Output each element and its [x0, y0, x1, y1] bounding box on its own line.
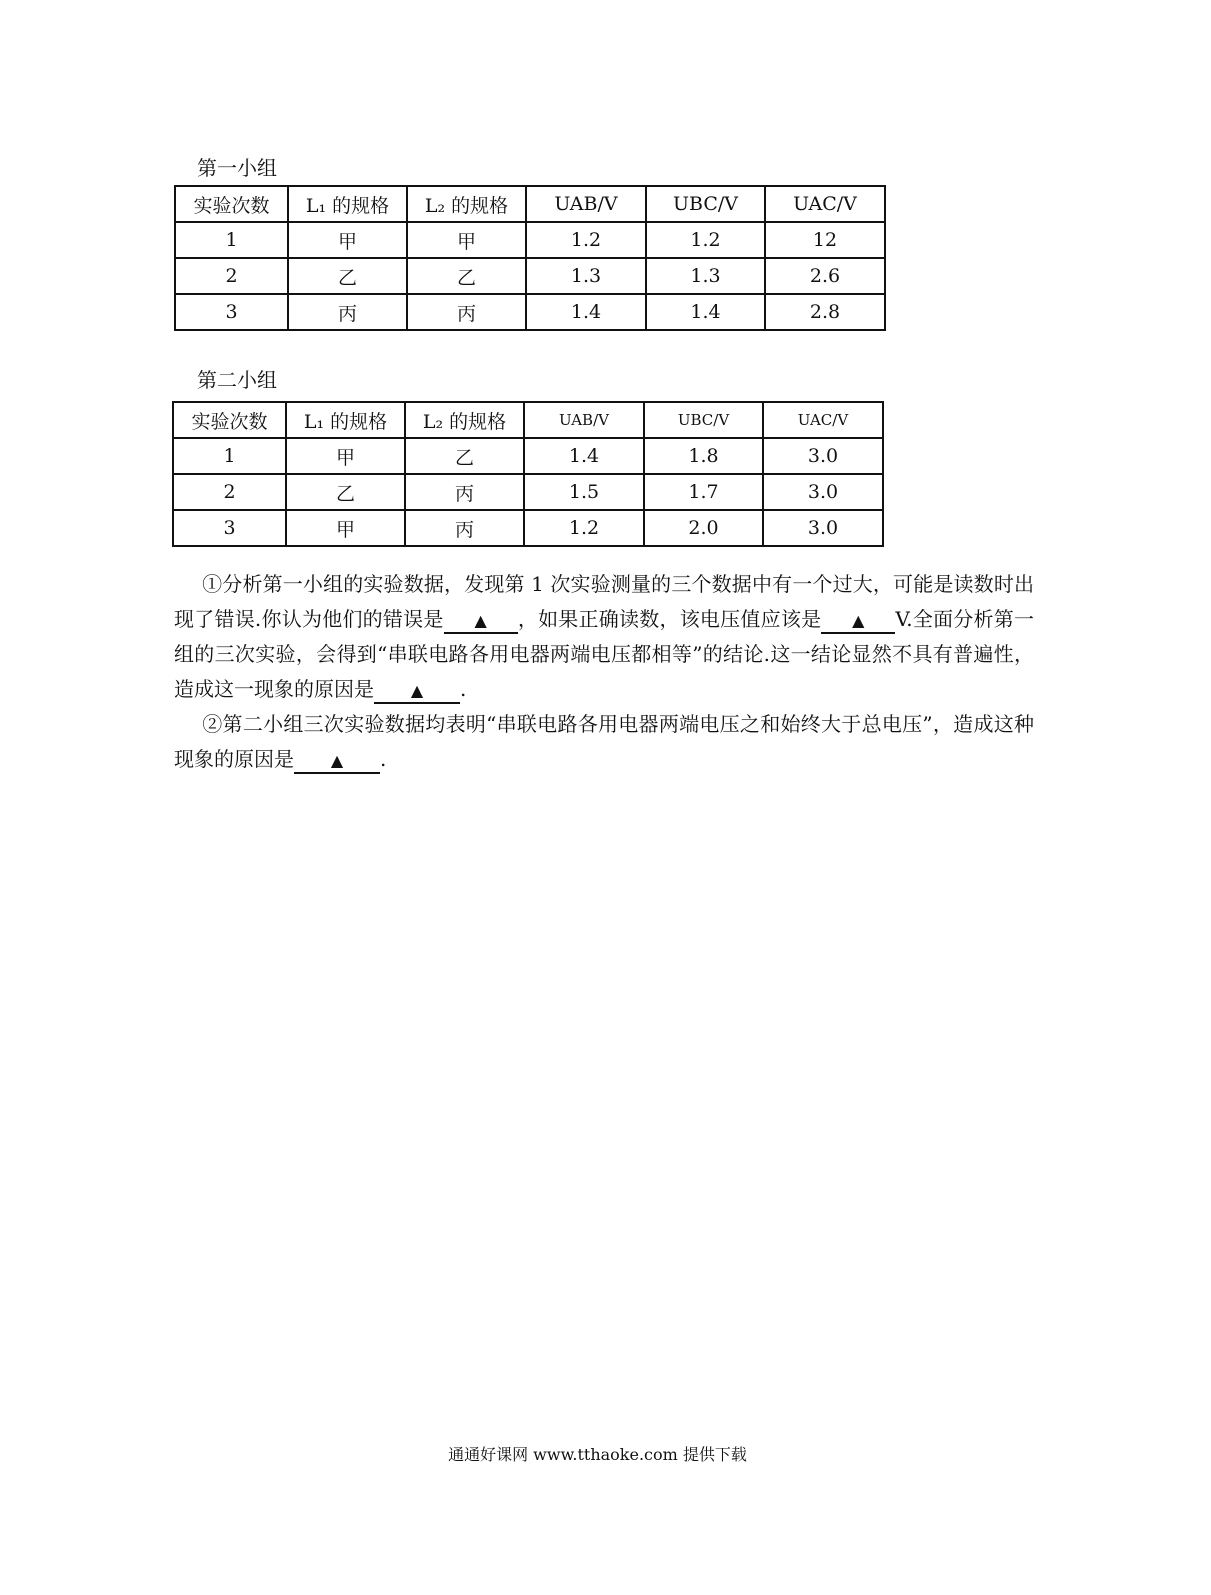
footer-credit: 通通好课网 www.tthaoke.com 提供下载 [448, 1445, 747, 1464]
table-cell: 1.3 [646, 258, 765, 294]
group2-title: 第二小组 [197, 368, 277, 392]
table-cell: 2 [175, 258, 288, 294]
header-l2: L₂ 的规格 [407, 186, 526, 222]
answer-blank: ▲ [821, 610, 895, 634]
table-row [173, 510, 883, 546]
group1-title: 第一小组 [197, 156, 277, 180]
question2-text-a: ②第二小组三次实验数据均表明“串联电路各用电器两端电压之和始终大于总电压”，造成这种现象的原因是 [174, 712, 1034, 771]
table-cell: 1 [173, 438, 286, 474]
header-l1: L₁ 的规格 [288, 186, 407, 222]
header-trial: 实验次数 [173, 402, 286, 438]
table-cell: 1.8 [644, 438, 763, 474]
table-cell: 1.3 [526, 258, 646, 294]
table-cell: 2.0 [644, 510, 763, 546]
header-l2: L₂ 的规格 [405, 402, 524, 438]
table-cell: 3.0 [763, 438, 883, 474]
table-cell: 乙 [288, 258, 407, 294]
table-cell: 1.2 [524, 510, 644, 546]
table-cell: 1 [175, 222, 288, 258]
table-cell: 1.4 [646, 294, 765, 330]
table-cell: 1.7 [644, 474, 763, 510]
table-cell: 丙 [405, 474, 524, 510]
table-cell: 甲 [407, 222, 526, 258]
question2-text-b: . [380, 747, 387, 771]
header-uac: UAC/V [765, 186, 885, 222]
table-cell: 1.5 [524, 474, 644, 510]
table-row [175, 222, 885, 258]
header-uab: UAB/V [524, 402, 644, 438]
table-cell: 3.0 [763, 510, 883, 546]
table-cell: 丙 [288, 294, 407, 330]
table-row [173, 474, 883, 510]
group1-table [174, 185, 886, 331]
header-trial: 实验次数 [175, 186, 288, 222]
table-cell: 12 [765, 222, 885, 258]
group2-table [172, 401, 884, 547]
table-cell: 乙 [407, 258, 526, 294]
table-cell: 2.6 [765, 258, 885, 294]
table-row [175, 294, 885, 330]
answer-blank: ▲ [374, 680, 460, 704]
table-header-row [175, 186, 885, 222]
header-uac: UAC/V [763, 402, 883, 438]
question1-text-c: V.全面分析第一组的三次实验，会得到“串联电路各用电器两端电压都相等”的结论.这一结论显然不具有普遍性，造成这一现象的原因是 [174, 607, 1035, 701]
question1-text-d: . [460, 677, 467, 701]
table-cell: 乙 [286, 474, 405, 510]
table-cell: 甲 [286, 438, 405, 474]
table-cell: 丙 [407, 294, 526, 330]
header-ubc: UBC/V [644, 402, 763, 438]
question2-paragraph [174, 707, 1034, 777]
table-cell: 3 [173, 510, 286, 546]
table-cell: 甲 [286, 510, 405, 546]
table-cell: 丙 [405, 510, 524, 546]
table-cell: 1.2 [646, 222, 765, 258]
table-cell: 2 [173, 474, 286, 510]
table-cell: 1.2 [526, 222, 646, 258]
header-uab: UAB/V [526, 186, 646, 222]
question1-paragraph [174, 567, 1034, 707]
answer-blank: ▲ [294, 750, 380, 774]
table-row [173, 438, 883, 474]
header-ubc: UBC/V [646, 186, 765, 222]
table-cell: 1.4 [524, 438, 644, 474]
question1-text-a: ①分析第一小组的实验数据，发现第 1 次实验测量的三个数据中有一个过大，可能是读数时出现了错误.你认为他们的错误是 [174, 572, 1034, 631]
table-cell: 甲 [288, 222, 407, 258]
header-l1: L₁ 的规格 [286, 402, 405, 438]
table-header-row [173, 402, 883, 438]
table-row [175, 258, 885, 294]
answer-blank: ▲ [444, 610, 518, 634]
table-cell: 1.4 [526, 294, 646, 330]
table-cell: 乙 [405, 438, 524, 474]
question1-text-b: ，如果正确读数，该电压值应该是 [517, 607, 822, 631]
table-cell: 3.0 [763, 474, 883, 510]
table-cell: 3 [175, 294, 288, 330]
table-cell: 2.8 [765, 294, 885, 330]
